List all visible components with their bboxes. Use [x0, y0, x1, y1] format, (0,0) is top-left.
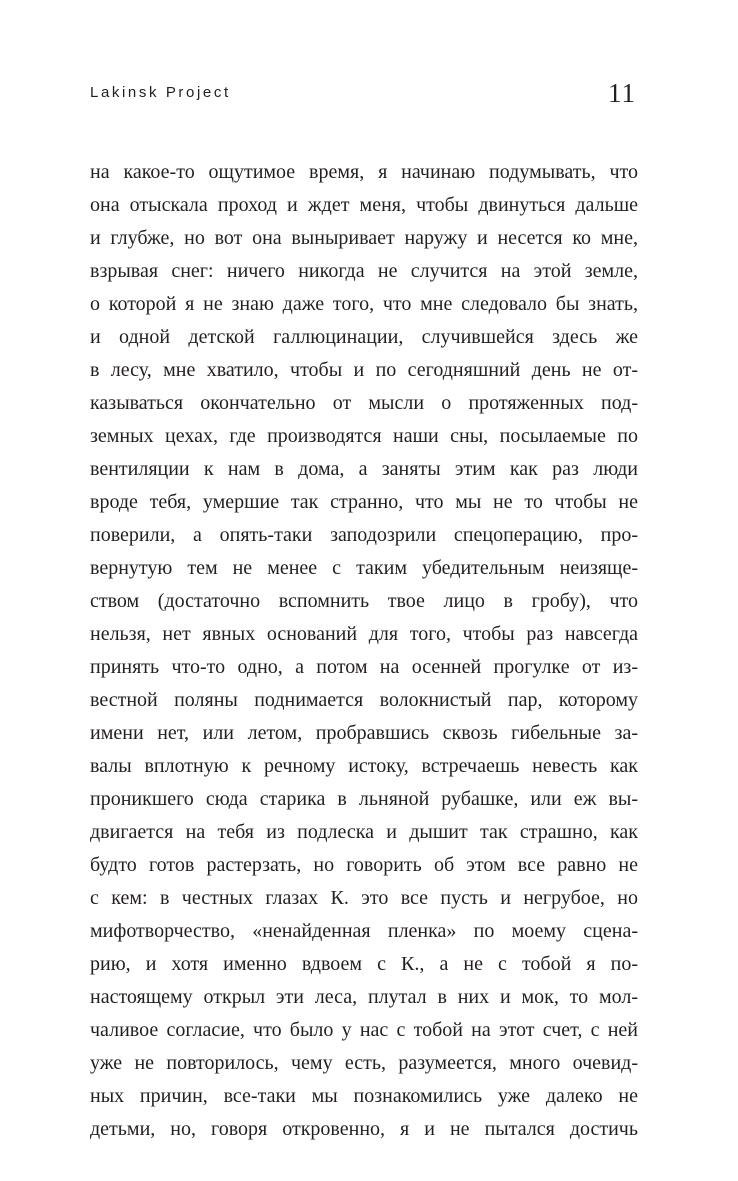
page-number: 11: [608, 78, 636, 108]
text-line: с кем: в честных глазах К. это все пусть и негрубое, но: [90, 887, 638, 909]
text-line: земных цехах, где производятся наши сны, посылаемые по: [90, 425, 638, 447]
text-line: вроде тебя, умершие так странно, что мы не то чтобы не: [90, 491, 638, 513]
text-line: поверили, а опять-таки заподозрили спецоперацию, про-: [90, 524, 638, 546]
text-line: вернутую тем не менее с таким убедительным неизяще-: [90, 557, 638, 579]
text-line: вентиляции к нам в дома, а заняты этим как раз люди: [90, 458, 638, 480]
text-line: в лесу, мне хватило, чтобы и по сегодняшний день не от-: [90, 359, 638, 381]
text-line: и глубже, но вот она выныривает наружу и несется ко мне,: [90, 227, 638, 249]
text-line: мифотворчество, «ненайденная пленка» по моему сцена-: [90, 920, 638, 942]
text-line: настоящему открыл эти леса, плутал в них и мок, то мол-: [90, 986, 638, 1008]
text-line: валы вплотную к речному истоку, встречаешь невесть как: [90, 755, 638, 777]
text-line: вестной поляны поднимается волокнистый пар, которому: [90, 689, 638, 711]
text-line: принять что-то одно, а потом на осенней прогулке от из-: [90, 656, 638, 678]
text-line: рию, и хотя именно вдвоем с К., а не с тобой я по-: [90, 953, 638, 975]
text-line: детьми, но, говоря откровенно, я и не пытался достичь: [90, 1118, 638, 1140]
text-line: имени нет, или летом, пробравшись сквозь гибельные за-: [90, 722, 638, 744]
text-line: будто готов растерзать, но говорить об этом все равно не: [90, 854, 638, 876]
text-line: проникшего сюда старика в льняной рубашке, или еж вы-: [90, 788, 638, 810]
text-line: на какое-то ощутимое время, я начинаю подумывать, что: [90, 161, 638, 183]
text-line: уже не повторилось, чему есть, разумеется, много очевид-: [90, 1052, 638, 1074]
text-line: казываться окончательно от мысли о протяженных под-: [90, 392, 638, 414]
text-line: ных причин, все-таки мы познакомились уже далеко не: [90, 1085, 638, 1107]
text-line: чаливое согласие, что было у нас с тобой на этот счет, с ней: [90, 1019, 638, 1041]
body-text: [90, 156, 638, 1146]
text-line: она отыскала проход и ждет меня, чтобы двинуться дальше: [90, 194, 638, 216]
running-head-title: Lakinsk Project: [90, 84, 231, 101]
text-line: ством (достаточно вспомнить твое лицо в гробу), что: [90, 590, 638, 612]
text-line: нельзя, нет явных оснований для того, чтобы раз навсегда: [90, 623, 638, 645]
text-line: взрывая снег: ничего никогда не случится на этой земле,: [90, 260, 638, 282]
text-line: о которой я не знаю даже того, что мне следовало бы знать,: [90, 293, 638, 315]
text-line: двигается на тебя из подлеска и дышит так страшно, как: [90, 821, 638, 843]
text-line: и одной детской галлюцинации, случившейся здесь же: [90, 326, 638, 348]
